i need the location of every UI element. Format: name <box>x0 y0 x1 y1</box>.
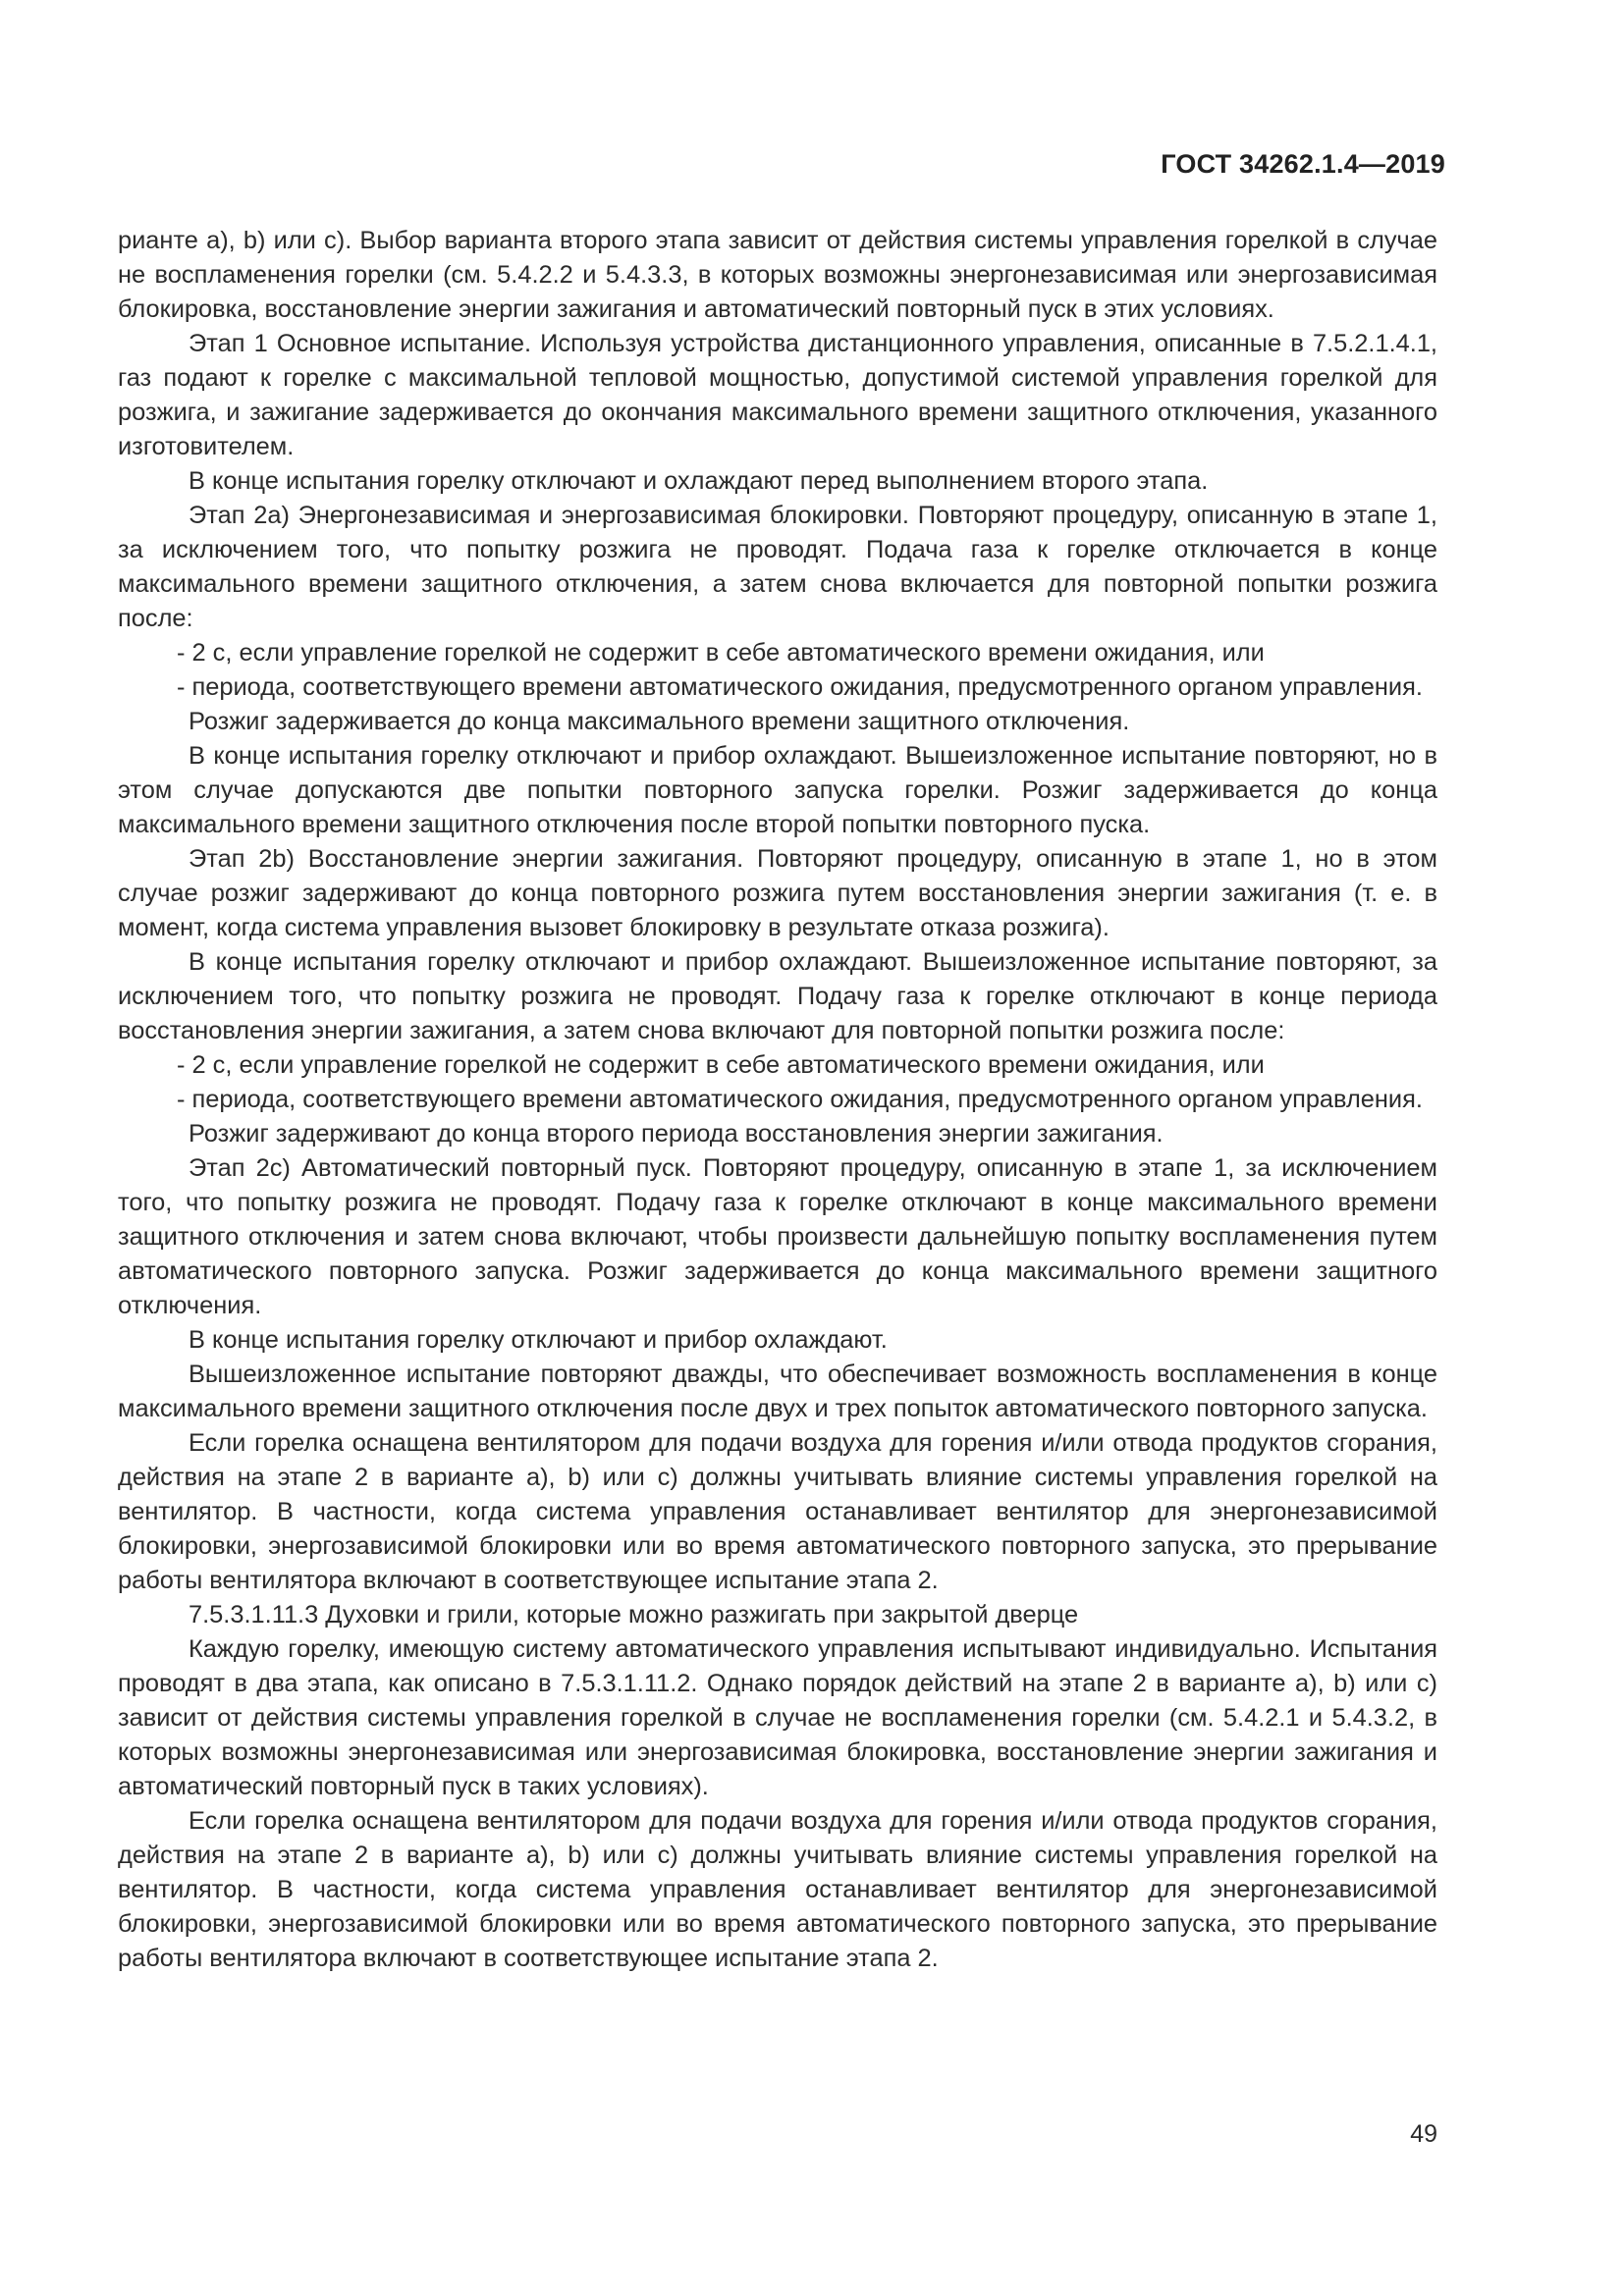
paragraph: В конце испытания горелку отключают и прибор охлаждают. <box>189 1326 888 1354</box>
document-body <box>118 224 1437 1976</box>
paragraph: Если горелка оснащена вентилятором для подачи воздуха для горения и/или отвода продуктов сгорания, действия на этапе 2 в варианте a), b) или c) должны учитывать влияние системы управления горелкой на вентилятор. В частности, когда система управления останавливает вентилятор для энергонезависимой блокировки, энергозависимой блокировки или во время автоматического повторного запуска, это прерывание работы вентилятора включают в соответствующее испытание этапа 2. <box>118 1429 1437 1594</box>
list-item: - 2 с, если управление горелкой не содержит в себе автоматического времени ожидания, или <box>177 1051 1265 1079</box>
paragraph: В конце испытания горелку отключают и прибор охлаждают. Вышеизложенное испытание повторяют, но в этом случае допускаются две попытки повторного запуска горелки. Розжиг задерживается до конца максимального времени защитного отключения после второй попытки повторного пуска. <box>118 742 1437 838</box>
paragraph: Этап 2a) Энергонезависимая и энергозависимая блокировки. Повторяют процедуру, описанную в этапе 1, за исключением того, что попытку розжига не проводят. Подача газа к горелке отключается в конце максимального времени защитного отключения, а затем снова включается для повторной попытки розжига после: <box>118 502 1437 632</box>
list-item: - периода, соответствующего времени автоматического ожидания, предусмотренного органом управления. <box>177 1086 1423 1113</box>
paragraph: В конце испытания горелку отключают и охлаждают перед выполнением второго этапа. <box>189 467 1209 495</box>
paragraph: рианте a), b) или c). Выбор варианта второго этапа зависит от действия системы управления горелкой в случае не воспламенения горелки (см. 5.4.2.2 и 5.4.3.3, в которых возможны энергонезависимая или энергозависимая блокировка, восстановление энергии зажигания и автоматический повторный пуск в этих условиях. <box>118 227 1437 323</box>
paragraph: Розжиг задерживают до конца второго периода восстановления энергии зажигания. <box>189 1120 1164 1148</box>
list-item: - периода, соответствующего времени автоматического ожидания, предусмотренного органом управления. <box>177 673 1423 701</box>
paragraph: Если горелка оснащена вентилятором для подачи воздуха для горения и/или отвода продуктов сгорания, действия на этапе 2 в варианте a), b) или c) должны учитывать влияние системы управления горелкой на вентилятор. В частности, когда система управления останавливает вентилятор для энергонезависимой блокировки, энергозависимой блокировки или во время автоматического повторного запуска, это прерывание работы вентилятора включают в соответствующее испытание этапа 2. <box>118 1807 1437 1972</box>
list-item: - 2 с, если управление горелкой не содержит в себе автоматического времени ожидания, или <box>177 639 1265 667</box>
paragraph: Каждую горелку, имеющую систему автоматического управления испытывают индивидуально. Испытания проводят в два этапа, как описано в 7.5.3.1.11.2. Однако порядок действий на этапе 2 в варианте a), b) или c) зависит от действия системы управления горелкой в случае не воспламенения горелки (см. 5.4.2.1 и 5.4.3.2, в которых возможны энергонезависимая или энергозависимая блокировка, восстановление энергии зажигания и автоматический повторный пуск в таких условиях). <box>118 1635 1437 1800</box>
paragraph: 7.5.3.1.11.3 Духовки и грили, которые можно разжигать при закрытой дверце <box>189 1601 1079 1629</box>
paragraph: Этап 1 Основное испытание. Используя устройства дистанционного управления, описанные в 7.5.2.1.4.1, газ подают к горелке с максимальной тепловой мощностью, допустимой системой управления горелкой для розжига, и зажигание задерживается до окончания максимального времени защитного отключения, указанного изготовителем. <box>118 330 1437 460</box>
paragraph: Розжиг задерживается до конца максимального времени защитного отключения. <box>189 708 1130 735</box>
paragraph: Этап 2b) Восстановление энергии зажигания. Повторяют процедуру, описанную в этапе 1, но в этом случае розжиг задерживают до конца повторного розжига путем восстановления энергии зажигания (т. е. в момент, когда система управления вызовет блокировку в результате отказа розжига). <box>118 845 1437 941</box>
paragraph: В конце испытания горелку отключают и прибор охлаждают. Вышеизложенное испытание повторяют, за исключением того, что попытку розжига не проводят. Подачу газа к горелке отключают в конце периода восстановления энергии зажигания, а затем снова включают для повторной попытки розжига после: <box>118 948 1437 1044</box>
document-standard-header: ГОСТ 34262.1.4—2019 <box>1161 149 1445 179</box>
page-number: 49 <box>1410 2120 1437 2148</box>
paragraph: Этап 2c) Автоматический повторный пуск. Повторяют процедуру, описанную в этапе 1, за исключением того, что попытку розжига не проводят. Подачу газа к горелке отключают в конце максимального времени защитного отключения и затем снова включают, чтобы произвести дальнейшую попытку воспламенения путем автоматического повторного запуска. Розжиг задерживается до конца максимального времени защитного отключения. <box>118 1154 1437 1319</box>
paragraph: Вышеизложенное испытание повторяют дважды, что обеспечивает возможность воспламенения в конце максимального времени защитного отключения после двух и трех попыток автоматического повторного запуска. <box>118 1361 1437 1422</box>
